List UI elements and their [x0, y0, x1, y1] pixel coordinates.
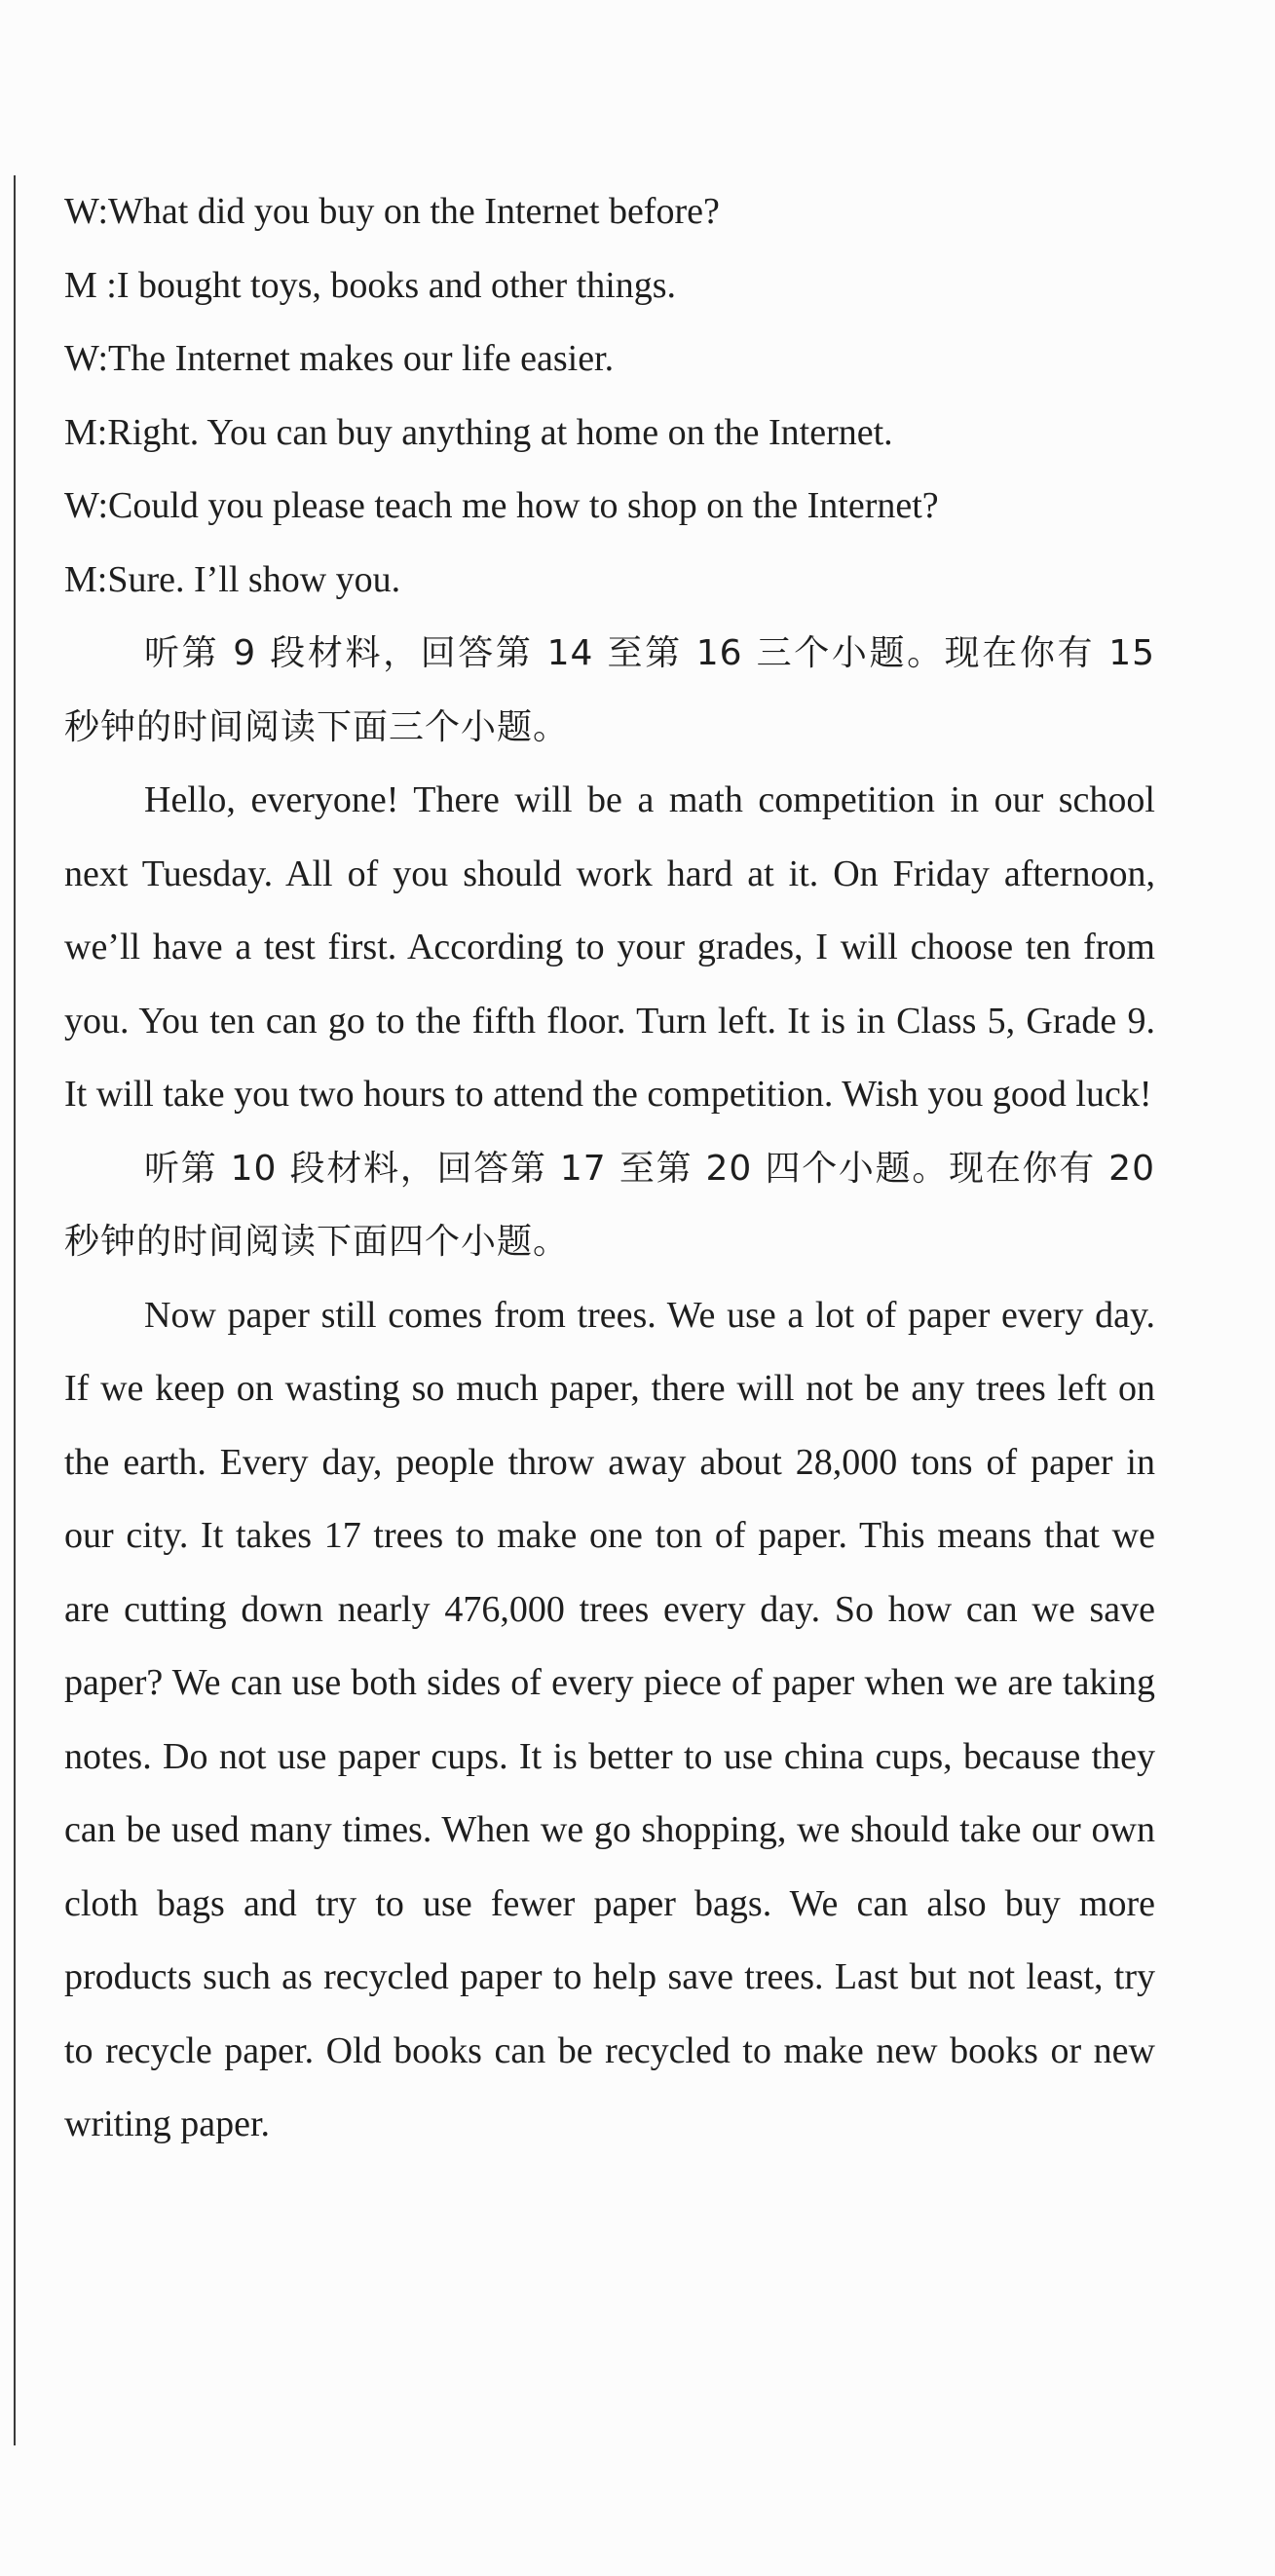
section-10-passage: Now paper still comes from trees. We use a lot of paper every day. If we keep on wasting so much paper, there will not be any trees left on the earth. Every day, people throw away about 28,000 tons of paper in our city. It takes 17 trees to make one ton of paper. This means that we are cutting down nearly 476,000 trees every day. So how can we save paper? We can use both sides of every piece of paper when we are taking notes. Do not use paper cups. It is better to use china cups, because they can be used many times. When we go shopping, we should take our own cloth bags and try to use fewer paper bags. We can also buy more products such as recycled paper to help save trees. Last but not least, try to recycle paper. Old books can be recycled to make new books or new writing paper. — [64, 1294, 1155, 2144]
section-10-instruction: 听第 10 段材料，回答第 17 至第 20 四个小题。现在你有 20 秒钟的时间阅读下面四个小题。 — [64, 1148, 1155, 1262]
margin-rule — [14, 175, 16, 2445]
dialogue-line: W:The Internet makes our life easier. — [64, 338, 615, 379]
dialogue — [64, 175, 1155, 617]
dialogue-line: M:Sure. I’ll show you. — [64, 558, 401, 600]
section-9-instruction: 听第 9 段材料，回答第 14 至第 16 三个小题。现在你有 15 秒钟的时间阅读下面三个小题。 — [64, 633, 1155, 747]
dialogue-line: W:Could you please teach me how to shop on the Internet? — [64, 485, 939, 526]
dialogue-line: M :I bought toys, books and other things. — [64, 264, 677, 306]
section-9-passage: Hello, everyone! There will be a math competition in our school next Tuesday. All of you should work hard at it. On Friday afternoon, we’ll have a test first. According to your grades, I will choose ten from you. You ten can go to the fifth floor. Turn left. It is in Class 5, Grade 9. It will take you two hours to attend the competition. Wish you good luck! — [64, 779, 1155, 1115]
dialogue-line: W:What did you buy on the Internet before? — [64, 191, 720, 232]
document-page — [64, 175, 1155, 2162]
dialogue-line: M:Right. You can buy anything at home on the Internet. — [64, 411, 893, 453]
